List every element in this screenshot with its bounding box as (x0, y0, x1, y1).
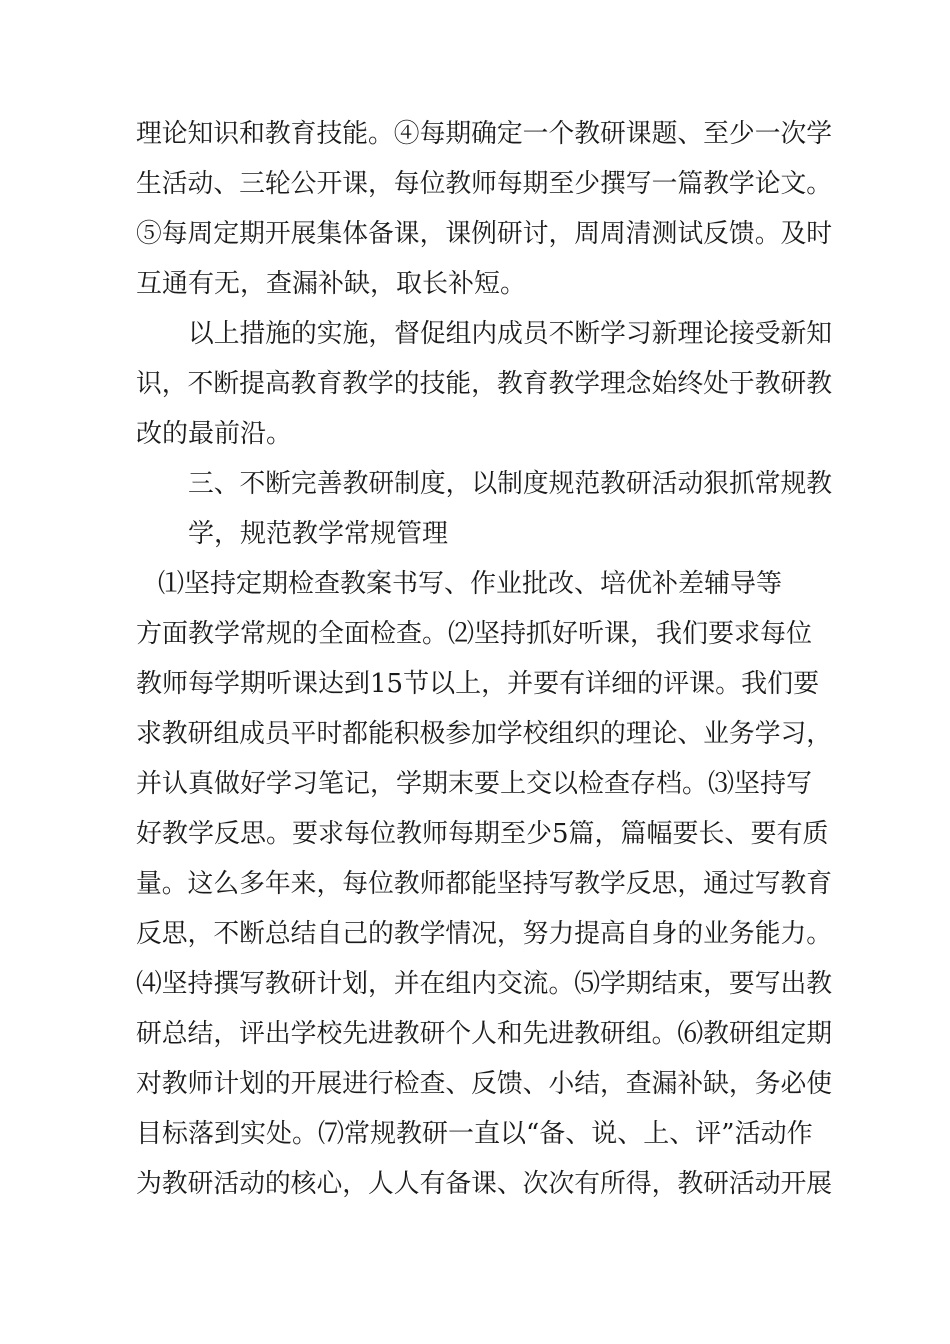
text-line: 求教研组成员平时都能积极参加学校组织的理论、业务学习， (136, 719, 833, 749)
text-line: 为教研活动的核心，人人有备课、次次有所得，教研活动开展 (136, 1169, 833, 1199)
text-line: 方面教学常规的全面检查。⑵坚持抓好听课，我们要求每位 (136, 619, 813, 649)
section-heading: 学，规范教学常规管理 (188, 519, 449, 549)
text-line: 对教师计划的开展进行检查、反馈、小结，查漏补缺，务必使 (136, 1069, 833, 1099)
text-line: 量。这么多年来，每位教师都能坚持写教学反思，通过写教育 (136, 869, 833, 899)
text-line: ⑴坚持定期检查教案书写、作业批改、培优补差辅导等 (158, 569, 783, 599)
text-line: 反思，不断总结自己的教学情况，努力提高自身的业务能力。 (136, 919, 833, 949)
text-line: 生活动、三轮公开课，每位教师每期至少撰写一篇教学论文。 (136, 169, 833, 199)
text-line: 理论知识和教育技能。④每期确定一个教研课题、至少一次学 (136, 119, 833, 149)
text-line: 好教学反思。要求每位教师每期至少5篇，篇幅要长、要有质 (136, 819, 829, 849)
text-line: 互通有无，查漏补缺，取长补短。 (136, 269, 527, 299)
text-line: 识，不断提高教育教学的技能，教育教学理念始终处于教研教 (136, 369, 833, 399)
text-line: 教师每学期听课达到15节以上，并要有详细的评课。我们要 (136, 669, 820, 699)
text-line: 并认真做好学习笔记，学期末要上交以检查存档。⑶坚持写 (136, 769, 813, 799)
text-line: ⑤每周定期开展集体备课，课例研讨，周周清测试反馈。及时 (136, 219, 833, 249)
text-line: 研总结，评出学校先进教研个人和先进教研组。⑹教研组定期 (136, 1019, 833, 1049)
text-line: 以上措施的实施，督促组内成员不断学习新理论接受新知 (188, 319, 833, 349)
section-heading: 三、不断完善教研制度，以制度规范教研活动狠抓常规教 (188, 469, 833, 499)
text-line: 改的最前沿。 (136, 419, 293, 449)
text-line: 目标落到实处。⑺常规教研一直以“备、说、上、评”活动作 (136, 1119, 813, 1149)
text-line: ⑷坚持撰写教研计划，并在组内交流。⑸学期结束，要写出教 (136, 969, 833, 999)
